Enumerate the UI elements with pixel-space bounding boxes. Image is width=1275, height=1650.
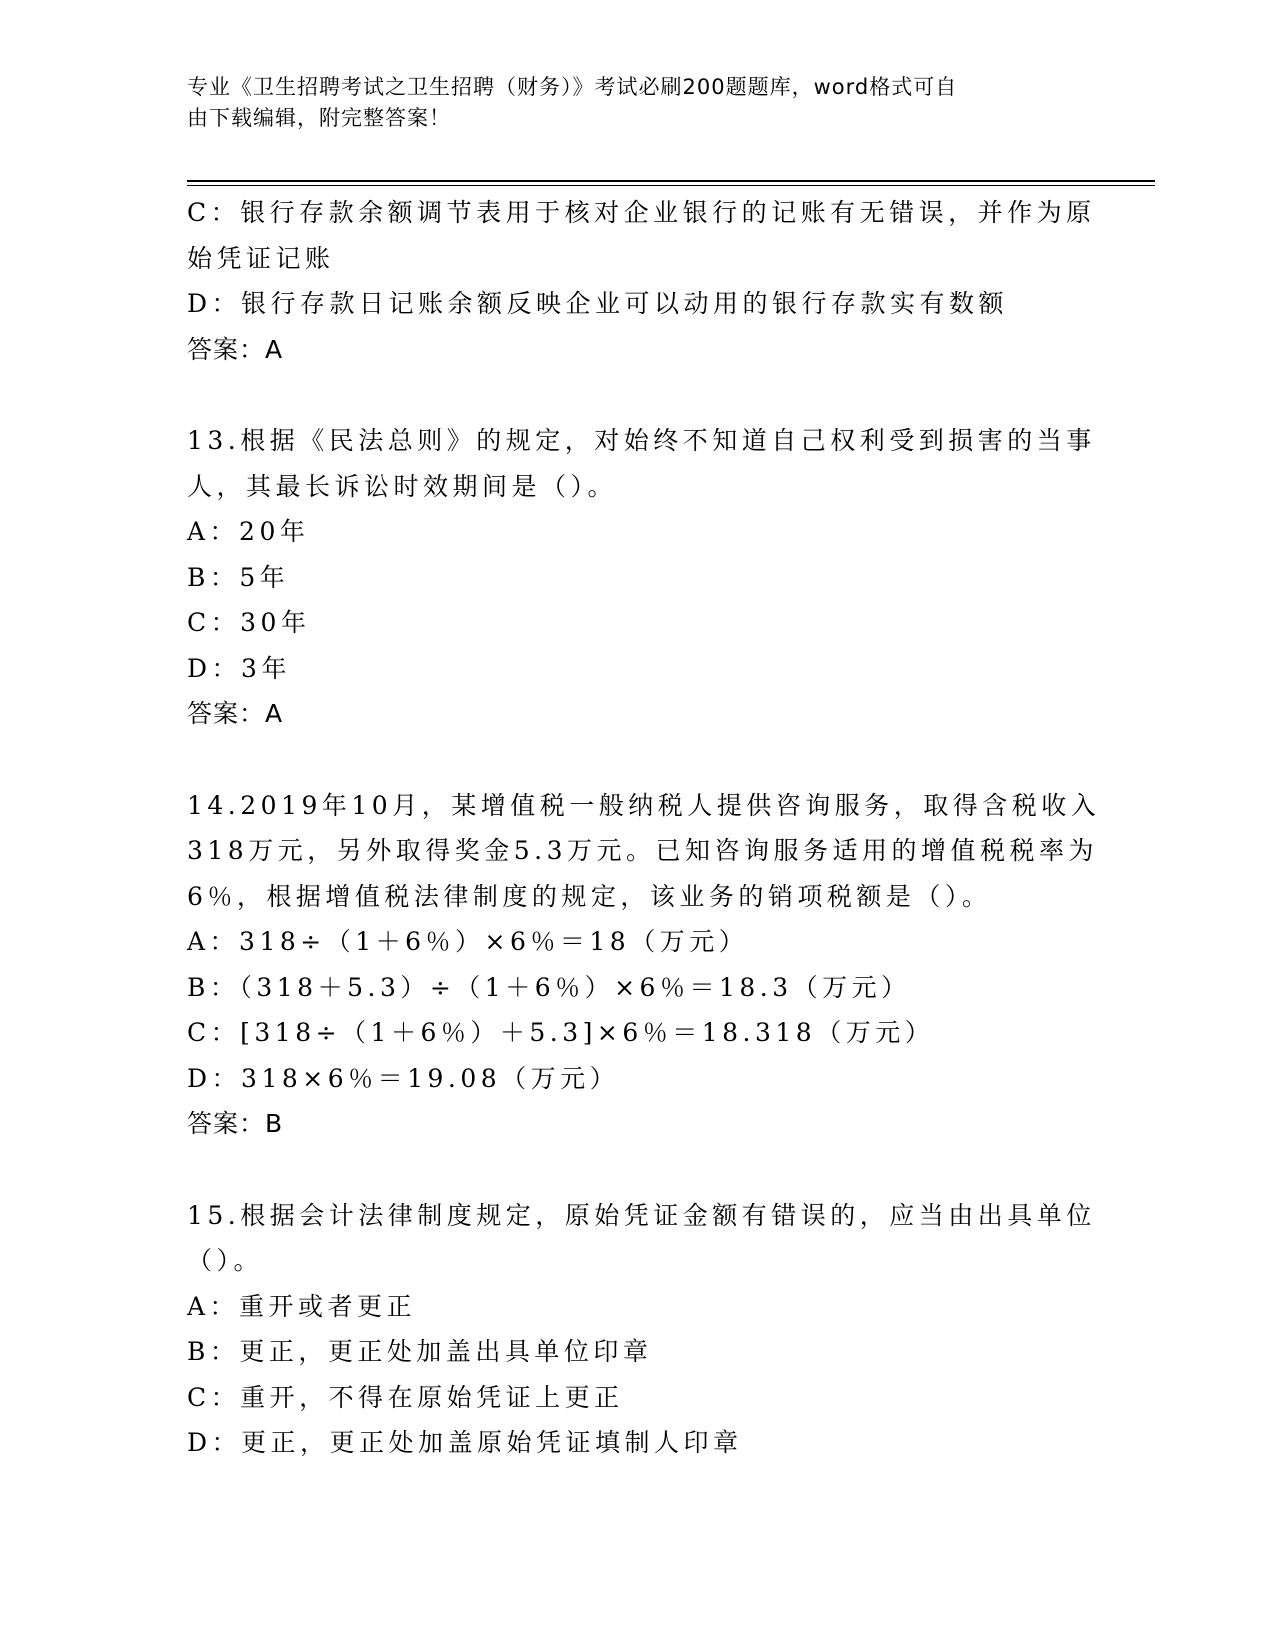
header-line-2: 由下载编辑，附完整答案！: [187, 106, 451, 130]
question-text-line-2: 318万元，另外取得奖金5.3万元。已知咨询服务适用的增值税税率为: [187, 836, 1098, 865]
option-c: C：30年: [187, 608, 311, 637]
question-text-line-3: 6％，根据增值税法律制度的规定，该业务的销项税额是（）。: [187, 881, 992, 911]
spacer: [187, 1147, 1087, 1193]
option-c-line-2: 始凭证记账: [187, 243, 335, 273]
option-d: D：更正，更正处加盖原始凭证填制人印章: [187, 1428, 743, 1457]
header-line-1: 专业《卫生招聘考试之卫生招聘（财务）》考试必刷200题题库，word格式可自: [187, 75, 958, 99]
option-d: D：318×6％＝19.08（万元）: [187, 1063, 620, 1093]
question-text-line-1: 13.根据《民法总则》的规定，对始终不知道自己权利受到损害的当事: [187, 426, 1096, 455]
option-c: C：重开，不得在原始凭证上更正: [187, 1382, 624, 1412]
question-text-line-1: 15.根据会计法律制度规定，原始凭证金额有错误的，应当由出具单位: [187, 1200, 1096, 1230]
option-c-line-1: C：银行存款余额调节表用于核对企业银行的记账有无错误，并作为原: [187, 198, 1096, 227]
option-a: A：20年: [187, 517, 310, 546]
option-a: A：318÷（1＋6％）×6％＝18（万元）: [187, 927, 749, 956]
option-d: D：银行存款日记账余额反映企业可以动用的银行存款实有数额: [187, 289, 1009, 318]
spacer: [187, 737, 1087, 783]
option-c: C：[318÷（1＋6％）＋5.3]×6％＝18.318（万元）: [187, 1018, 935, 1047]
question-text-line-2: 人，其最长诉讼时效期间是（）。: [187, 471, 618, 501]
option-a: A：重开或者更正: [187, 1291, 417, 1321]
question-text-line-1: 14.2019年10月，某增值税一般纳税人提供咨询服务，取得含税收入: [187, 790, 1101, 820]
spacer: [187, 372, 1087, 418]
option-b: B：（318＋5.3）÷（1＋6％）×6％＝18.3（万元）: [187, 972, 911, 1002]
question-14: [187, 783, 1101, 1147]
header-rule-thin: [187, 185, 1155, 186]
answer: 答案：B: [187, 1109, 284, 1138]
option-b: B：更正，更正处加盖出具单位印章: [187, 1337, 653, 1366]
question-13: [187, 418, 1096, 737]
option-d: D：3年: [187, 653, 291, 683]
document-header: [187, 72, 1087, 134]
answer: 答案：A: [187, 334, 284, 364]
option-b: B：5年: [187, 562, 290, 592]
question-12-tail: [187, 190, 1096, 372]
question-text-line-2: （）。: [187, 1246, 264, 1275]
question-15: [187, 1193, 1096, 1466]
answer: 答案：A: [187, 699, 284, 728]
header-rule-thick: [187, 180, 1155, 182]
question-content: [187, 190, 1101, 1466]
